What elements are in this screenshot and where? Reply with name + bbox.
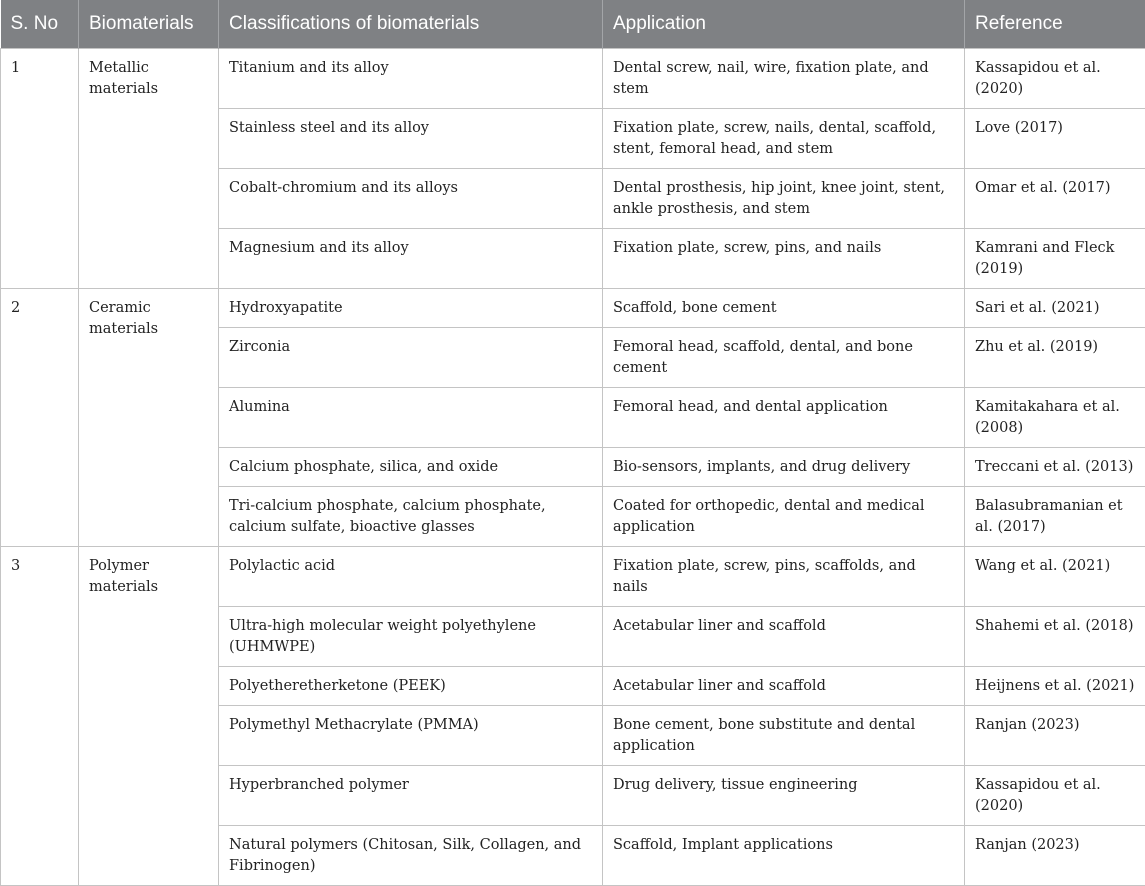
reference-cell: Kassapidou et al. (2020) [965, 49, 1145, 109]
classification-cell: Cobalt-chromium and its alloys [219, 169, 603, 229]
reference-cell: Ranjan (2023) [965, 826, 1145, 886]
classification-cell: Calcium phosphate, silica, and oxide [219, 448, 603, 487]
group-name: Metallic materials [79, 49, 219, 289]
reference-cell: Zhu et al. (2019) [965, 328, 1145, 388]
header-reference: Reference [965, 0, 1145, 49]
table-header [1, 0, 1145, 49]
reference-cell: Kamrani and Fleck (2019) [965, 229, 1145, 289]
application-cell: Fixation plate, screw, pins, scaffolds, and nails [603, 547, 965, 607]
classification-cell: Tri-calcium phosphate, calcium phosphate, calcium sulfate, bioactive glasses [219, 487, 603, 547]
classification-cell: Polylactic acid [219, 547, 603, 607]
group-sno: 1 [1, 49, 79, 289]
reference-cell: Kamitakahara et al. (2008) [965, 388, 1145, 448]
application-cell: Bone cement, bone substitute and dental application [603, 706, 965, 766]
classification-cell: Titanium and its alloy [219, 49, 603, 109]
application-cell: Dental prosthesis, hip joint, knee joint, stent, ankle prosthesis, and stem [603, 169, 965, 229]
application-cell: Coated for orthopedic, dental and medical application [603, 487, 965, 547]
table-row [1, 289, 1145, 328]
group-name: Ceramic materials [79, 289, 219, 547]
application-cell: Acetabular liner and scaffold [603, 607, 965, 667]
reference-cell: Shahemi et al. (2018) [965, 607, 1145, 667]
classification-cell: Magnesium and its alloy [219, 229, 603, 289]
classification-cell: Alumina [219, 388, 603, 448]
group-sno: 2 [1, 289, 79, 547]
table-row [1, 547, 1145, 607]
application-cell: Bio-sensors, implants, and drug delivery [603, 448, 965, 487]
table-row [1, 49, 1145, 109]
reference-cell: Ranjan (2023) [965, 706, 1145, 766]
application-cell: Dental screw, nail, wire, fixation plate, and stem [603, 49, 965, 109]
reference-cell: Kassapidou et al. (2020) [965, 766, 1145, 826]
application-cell: Scaffold, Implant applications [603, 826, 965, 886]
application-cell: Scaffold, bone cement [603, 289, 965, 328]
reference-cell: Wang et al. (2021) [965, 547, 1145, 607]
reference-cell: Omar et al. (2017) [965, 169, 1145, 229]
table-body [1, 49, 1145, 886]
header-biomaterials: Biomaterials [79, 0, 219, 49]
classification-cell: Polyetheretherketone (PEEK) [219, 667, 603, 706]
application-cell: Drug delivery, tissue engineering [603, 766, 965, 826]
reference-cell: Treccani et al. (2013) [965, 448, 1145, 487]
application-cell: Femoral head, scaffold, dental, and bone cement [603, 328, 965, 388]
application-cell: Acetabular liner and scaffold [603, 667, 965, 706]
classification-cell: Zirconia [219, 328, 603, 388]
classification-cell: Polymethyl Methacrylate (PMMA) [219, 706, 603, 766]
reference-cell: Heijnens et al. (2021) [965, 667, 1145, 706]
group-name: Polymer materials [79, 547, 219, 886]
header-row [1, 0, 1145, 49]
application-cell: Femoral head, and dental application [603, 388, 965, 448]
application-cell: Fixation plate, screw, nails, dental, scaffold, stent, femoral head, and stem [603, 109, 965, 169]
classification-cell: Hydroxyapatite [219, 289, 603, 328]
reference-cell: Sari et al. (2021) [965, 289, 1145, 328]
header-classifications: Classifications of biomaterials [219, 0, 603, 49]
classification-cell: Stainless steel and its alloy [219, 109, 603, 169]
classification-cell: Natural polymers (Chitosan, Silk, Collagen, and Fibrinogen) [219, 826, 603, 886]
reference-cell: Love (2017) [965, 109, 1145, 169]
header-application: Application [603, 0, 965, 49]
classification-cell: Hyperbranched polymer [219, 766, 603, 826]
header-sno: S. No [1, 0, 79, 49]
group-sno: 3 [1, 547, 79, 886]
application-cell: Fixation plate, screw, pins, and nails [603, 229, 965, 289]
reference-cell: Balasubramanian et al. (2017) [965, 487, 1145, 547]
classification-cell: Ultra-high molecular weight polyethylene (UHMWPE) [219, 607, 603, 667]
